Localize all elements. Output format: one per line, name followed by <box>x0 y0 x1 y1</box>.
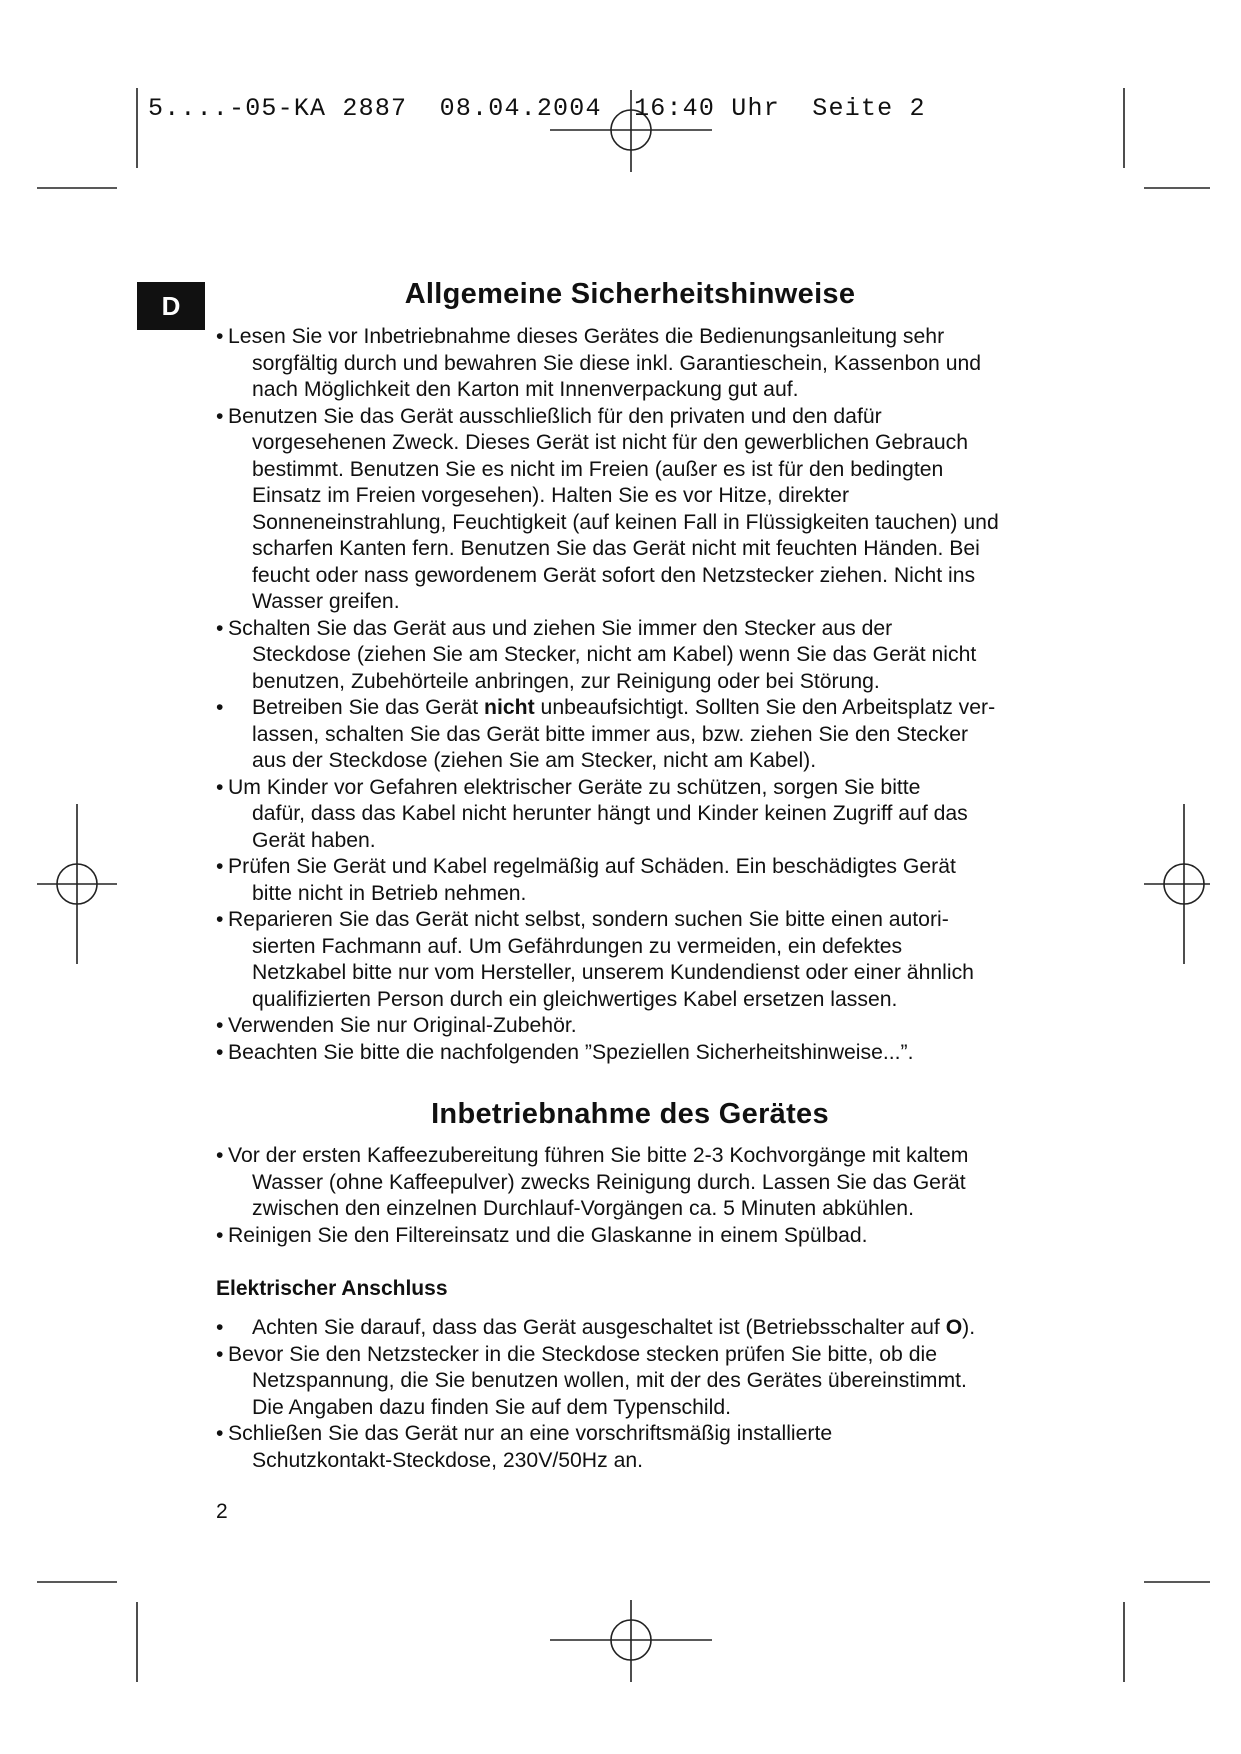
list-item <box>212 1315 1072 1342</box>
registration-mark-left <box>37 804 117 964</box>
list-item-continuation: sorgfältig durch und bewahren Sie diese inkl. Garantieschein, Kassenbon und <box>252 351 982 375</box>
language-tab: D <box>137 282 205 330</box>
list-item-text: Beachten Sie bitte die nachfolgenden ”Speziellen Sicherheitshinweise...”. <box>228 1040 914 1064</box>
bullet-icon: • <box>216 325 224 348</box>
bullet-icon: • <box>216 696 224 719</box>
list-item-first-line <box>212 775 1072 802</box>
list-item-continuation: Wasser (ohne Kaffeepulver) zwecks Reinigung durch. Lassen Sie das Gerät <box>252 1170 966 1194</box>
list-item-continuation: nach Möglichkeit den Karton mit Innenverpackung gut auf. <box>252 378 799 401</box>
bullet-icon: • <box>216 1316 224 1339</box>
list-item-text: Reinigen Sie den Filtereinsatz und die Glaskanne in einem Spülbad. <box>228 1223 868 1247</box>
list-item-text: Achten Sie darauf, dass das Gerät ausgeschaltet ist (Betriebsschalter auf <box>252 1316 946 1339</box>
list-item-continuation: Einsatz im Freien vorgesehen). Halten Sie es vor Hitze, direkter <box>252 484 850 507</box>
list-item-emphasis: nicht <box>484 696 535 719</box>
list-item-continuation: Wasser greifen. <box>252 590 400 613</box>
bullet-icon: • <box>216 1422 224 1445</box>
list-item-text: Verwenden Sie nur Original-Zubehör. <box>228 1014 577 1037</box>
safety-list <box>212 324 1072 1066</box>
list-item-continuation: zwischen den einzelnen Durchlauf-Vorgängen ca. 5 Minuten abkühlen. <box>252 1197 914 1220</box>
list-item <box>212 404 1072 616</box>
list-item-first-line <box>212 907 1072 934</box>
bullet-icon: • <box>216 404 224 428</box>
list-item-continuation: Die Angaben dazu finden Sie auf dem Typenschild. <box>252 1395 732 1419</box>
list-item-first-line <box>212 695 1072 722</box>
list-item-first-line <box>212 1013 1072 1040</box>
list-item-continuation: Netzkabel bitte nur vom Hersteller, unserem Kundendienst oder einer ähnlich <box>252 961 974 984</box>
bullet-icon: • <box>216 1144 224 1167</box>
list-item-text: Bevor Sie den Netzstecker in die Steckdose stecken prüfen Sie bitte, ob die <box>228 1342 938 1366</box>
list-item <box>212 907 1072 1013</box>
list-item-first-line <box>212 404 1072 431</box>
startup-list <box>212 1143 1072 1249</box>
list-item-text: Lesen Sie vor Inbetriebnahme dieses Gerätes die Bedienungsanleitung sehr <box>228 325 945 348</box>
list-item-continuation: feucht oder nass gewordenem Gerät sofort den Netzstecker ziehen. Nicht ins <box>252 563 976 587</box>
list-item-first-line <box>212 616 1072 643</box>
list-item-continuation: Gerät haben. <box>252 828 376 852</box>
bullet-icon: • <box>216 1223 224 1247</box>
list-item <box>212 1143 1072 1223</box>
list-item-text: Betreiben Sie das Gerät <box>252 696 485 719</box>
list-item-continuation: benutzen, Zubehörteile anbringen, zur Reinigung oder bei Störung. <box>252 669 880 693</box>
list-item-text: unbeaufsichtigt. Sollten Sie den Arbeitsplatz ver- <box>534 696 996 719</box>
list-item-first-line <box>212 1315 1072 1342</box>
list-item <box>212 695 1072 775</box>
list-item-text: Benutzen Sie das Gerät ausschließlich für den privaten und den dafür <box>228 404 882 428</box>
registration-mark-bottom <box>550 1600 712 1682</box>
bullet-icon: • <box>216 908 224 931</box>
section-title-safety: Allgemeine Sicherheitshinweise <box>404 278 856 310</box>
list-item-text: Prüfen Sie Gerät und Kabel regelmäßig auf Schäden. Ein beschädigtes Gerät <box>228 855 956 878</box>
list-item-first-line <box>212 1223 1072 1250</box>
list-item-text: ). <box>962 1316 976 1339</box>
list-item-continuation: bitte nicht in Betrieb nehmen. <box>252 881 527 905</box>
list-item-first-line <box>212 854 1072 881</box>
section-title-startup: Inbetriebnahme des Gerätes <box>431 1098 829 1130</box>
list-item-continuation: vorgesehenen Zweck. Dieses Gerät ist nicht für den gewerblichen Gebrauch <box>252 431 969 454</box>
list-item-first-line <box>212 1040 1072 1067</box>
list-item-text: Vor der ersten Kaffeezubereitung führen Sie bitte 2-3 Kochvorgänge mit kaltem <box>228 1144 969 1167</box>
list-item-first-line <box>212 1143 1072 1170</box>
list-item-first-line <box>212 1421 1072 1448</box>
list-item-first-line <box>212 324 1072 351</box>
list-item-continuation: scharfen Kanten fern. Benutzen Sie das Gerät nicht mit feuchten Händen. Bei <box>252 537 980 560</box>
list-item <box>212 616 1072 696</box>
list-item-text: Um Kinder vor Gefahren elektrischer Geräte zu schützen, sorgen Sie bitte <box>228 775 921 799</box>
list-item <box>212 775 1072 855</box>
registration-mark-right <box>1144 804 1210 964</box>
list-item-continuation: Schutzkontakt-Steckdose, 230V/50Hz an. <box>252 1448 644 1472</box>
list-item-continuation: dafür, dass das Kabel nicht herunter hängt und Kinder keinen Zugriff auf das <box>252 802 968 825</box>
list-item-text: Reparieren Sie das Gerät nicht selbst, sondern suchen Sie bitte einen autori- <box>228 908 949 931</box>
bullet-icon: • <box>216 855 224 878</box>
list-item <box>212 1040 1072 1067</box>
bullet-icon: • <box>216 1040 224 1064</box>
subheading-electrical: Elektrischer Anschluss <box>216 1277 448 1300</box>
list-item-text: Schließen Sie das Gerät nur an eine vorschriftsmäßig installierte <box>228 1422 833 1445</box>
list-item-continuation: bestimmt. Benutzen Sie es nicht im Freien (außer es ist für den bedingten <box>252 457 944 481</box>
list-item-continuation: Netzspannung, die Sie benutzen wollen, mit der des Gerätes übereinstimmt. <box>252 1369 967 1392</box>
list-item-continuation: Steckdose (ziehen Sie am Stecker, nicht am Kabel) wenn Sie das Gerät nicht <box>252 643 977 666</box>
list-item-text: Schalten Sie das Gerät aus und ziehen Sie immer den Stecker aus der <box>228 616 893 640</box>
print-imprint: 5....-05-KA 2887 08.04.2004 16:40 Uhr Seite 2 <box>148 94 926 123</box>
list-item-continuation: sierten Fachmann auf. Um Gefährdungen zu vermeiden, ein defektes <box>252 934 903 958</box>
list-item <box>212 1223 1072 1250</box>
list-item-continuation: aus der Steckdose (ziehen Sie am Stecker, nicht am Kabel). <box>252 749 817 772</box>
page-number: 2 <box>216 1500 228 1523</box>
electrical-list <box>212 1315 1072 1474</box>
list-item-continuation: lassen, schalten Sie das Gerät bitte immer aus, bzw. ziehen Sie den Stecker <box>252 722 969 746</box>
list-item <box>212 324 1072 404</box>
list-item <box>212 1342 1072 1422</box>
bullet-icon: • <box>216 616 224 640</box>
list-item-continuation: qualifizierten Person durch ein gleichwertiges Kabel ersetzen lassen. <box>252 987 898 1011</box>
list-item-continuation: Sonneneinstrahlung, Feuchtigkeit (auf keinen Fall in Flüssigkeiten tauchen) und <box>252 510 999 534</box>
list-item <box>212 854 1072 907</box>
bullet-icon: • <box>216 775 224 799</box>
list-item-first-line <box>212 1342 1072 1369</box>
bullet-icon: • <box>216 1342 224 1366</box>
list-item <box>212 1421 1072 1474</box>
bullet-icon: • <box>216 1014 224 1037</box>
list-item <box>212 1013 1072 1040</box>
list-item-emphasis: O <box>945 1316 963 1339</box>
